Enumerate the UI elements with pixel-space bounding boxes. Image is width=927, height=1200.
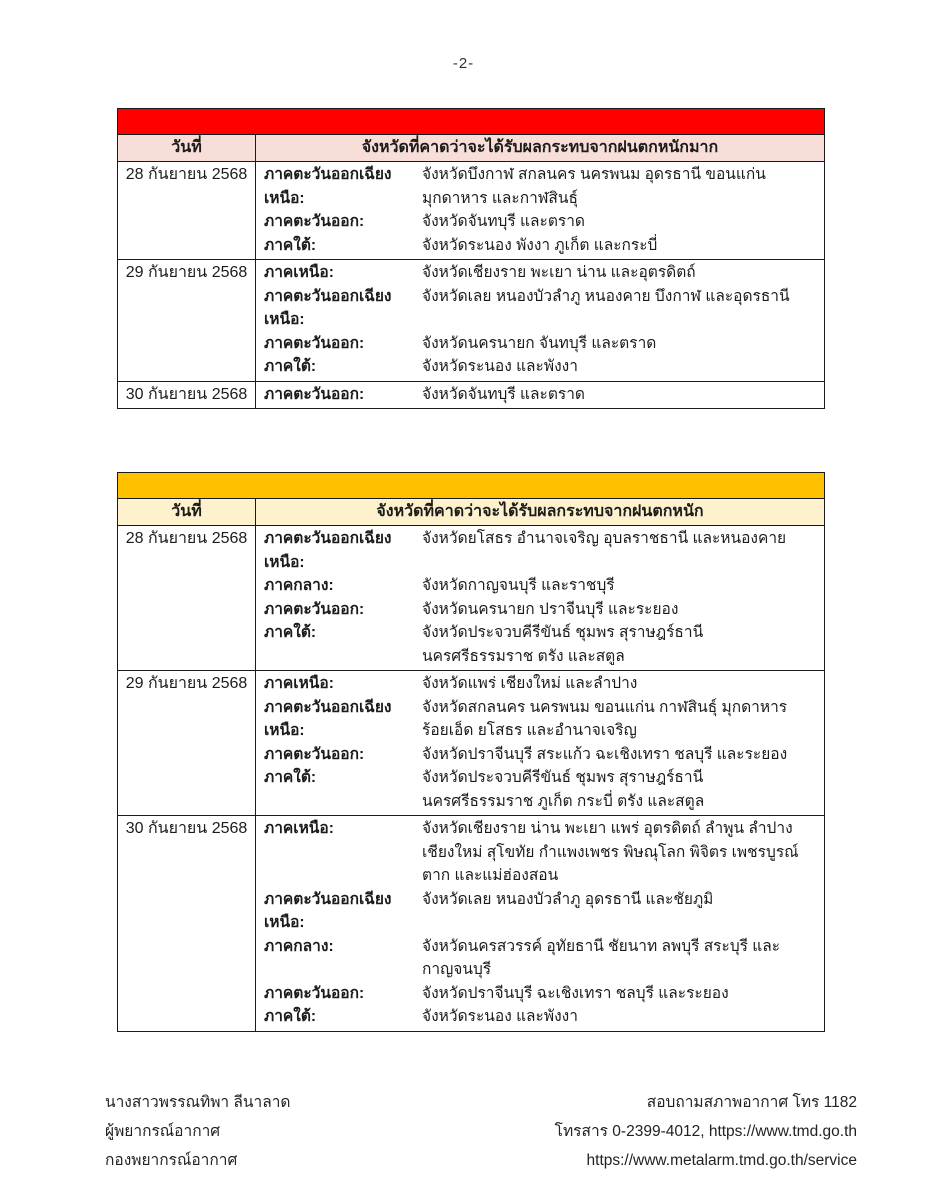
region-line bbox=[264, 598, 818, 622]
region-provinces: จังหวัดแพร่ เชียงใหม่ และลำปาง bbox=[422, 675, 638, 692]
table-row bbox=[118, 381, 824, 409]
table-header-row bbox=[118, 498, 824, 525]
region-label: ภาคตะวันออก: bbox=[264, 984, 365, 1002]
region-label: ภาคตะวันออกเฉียงเหนือ: bbox=[264, 890, 392, 931]
region-label: ภาคเหนือ: bbox=[264, 820, 334, 837]
region-label: ภาคใต้: bbox=[264, 358, 317, 375]
tables-container bbox=[117, 108, 825, 1032]
region-label: ภาคตะวันออก: bbox=[264, 334, 365, 352]
region-line bbox=[264, 672, 818, 696]
region-line bbox=[264, 574, 818, 598]
region-line bbox=[264, 743, 818, 767]
region-label: ภาคตะวันออกเฉียงเหนือ: bbox=[264, 166, 392, 207]
region-provinces: จังหวัดยโสธร อำนาจเจริญ อุบลราชธานี และหนองคาย bbox=[422, 530, 787, 547]
region-provinces: จังหวัดนครนายก จันทบุรี และตราด bbox=[422, 334, 657, 352]
contact-service-url-line: https://www.metalarm.tmd.go.th/service bbox=[586, 1152, 857, 1169]
region-provinces: จังหวัดประจวบคีรีขันธ์ ชุมพร สุราษฎร์ธานี นครศรีธรรมราช ตรัง และสตูล bbox=[422, 624, 704, 665]
region-provinces: จังหวัดนครสวรรค์ อุทัยธานี ชัยนาท ลพบุรี สระบุรี และกาญจนบุรี bbox=[422, 937, 781, 978]
contact-phone-line: สอบถามสภาพอากาศ โทร 1182 bbox=[646, 1094, 857, 1111]
region-label: ภาคใต้: bbox=[264, 624, 317, 641]
date-column-header: วันที่ bbox=[118, 135, 256, 161]
impact-cell bbox=[256, 382, 824, 409]
impact-cell bbox=[256, 526, 824, 670]
rain-impact-table bbox=[117, 472, 825, 1032]
region-provinces: จังหวัดเลย หนองบัวลำภู หนองคาย บึงกาฬ และอุดรธานี bbox=[422, 287, 790, 305]
table-row bbox=[118, 670, 824, 815]
region-line bbox=[264, 234, 818, 258]
region-label: ภาคตะวันออกเฉียงเหนือ: bbox=[264, 698, 392, 739]
region-label: ภาคเหนือ: bbox=[264, 675, 334, 692]
date-cell: 29 กันยายน 2568 bbox=[118, 671, 256, 815]
impact-cell bbox=[256, 162, 824, 259]
date-cell: 28 กันยายน 2568 bbox=[118, 526, 256, 670]
region-line bbox=[264, 261, 818, 285]
region-provinces: จังหวัดบึงกาฬ สกลนคร นครพนม อุดรธานี ขอนแก่น มุกดาหาร และกาฬสินธุ์ bbox=[422, 166, 766, 207]
table-row bbox=[118, 259, 824, 381]
impact-cell bbox=[256, 260, 824, 381]
region-line bbox=[264, 888, 818, 935]
region-line bbox=[264, 285, 818, 332]
region-line bbox=[264, 766, 818, 813]
region-line bbox=[264, 383, 818, 407]
footer-contact-block bbox=[555, 1088, 857, 1175]
forecaster-title: ผู้พยากรณ์อากาศ bbox=[105, 1123, 221, 1140]
region-provinces: จังหวัดเชียงราย น่าน พะเยา แพร่ อุตรดิตถ์ ลำพูน ลำปาง เชียงใหม่ สุโขทัย กำแพงเพชร พิษณุโลก พิจิตร เพชรบูรณ์ ตาก และแม่ฮ่องสอน bbox=[422, 820, 799, 884]
region-line bbox=[264, 332, 818, 356]
footer-forecaster-block bbox=[105, 1088, 291, 1175]
region-label: ภาคตะวันออกเฉียงเหนือ: bbox=[264, 530, 392, 571]
region-provinces: จังหวัดนครนายก ปราจีนบุรี และระยอง bbox=[422, 600, 679, 618]
region-label: ภาคกลาง: bbox=[264, 577, 334, 594]
region-provinces: จังหวัดระนอง และพังงา bbox=[422, 358, 578, 375]
rain-impact-table bbox=[117, 108, 825, 409]
date-cell: 30 กันยายน 2568 bbox=[118, 382, 256, 409]
table-row bbox=[118, 525, 824, 670]
region-label: ภาคใต้: bbox=[264, 236, 317, 254]
forecaster-division: กองพยากรณ์อากาศ bbox=[105, 1152, 238, 1169]
region-label: ภาคใต้: bbox=[264, 769, 317, 786]
region-provinces: จังหวัดจันทบุรี และตราด bbox=[422, 385, 585, 403]
region-label: ภาคตะวันออก: bbox=[264, 213, 365, 230]
date-cell: 28 กันยายน 2568 bbox=[118, 162, 256, 259]
region-provinces: จังหวัดสกลนคร นครพนม ขอนแก่น กาฬสินธุ์ มุกดาหาร ร้อยเอ็ด ยโสธร และอำนาจเจริญ bbox=[422, 698, 788, 739]
region-provinces: จังหวัดเลย หนองบัวลำภู อุดรธานี และชัยภูมิ bbox=[422, 890, 714, 908]
region-provinces: จังหวัดจันทบุรี และตราด bbox=[422, 213, 585, 230]
region-provinces: จังหวัดปราจีนบุรี สระแก้ว ฉะเชิงเทรา ชลบุรี และระยอง bbox=[422, 745, 788, 763]
severity-color-banner bbox=[118, 473, 824, 498]
page-number: -2- bbox=[452, 55, 475, 72]
region-line bbox=[264, 1005, 818, 1029]
date-column-header: วันที่ bbox=[118, 499, 256, 525]
region-line bbox=[264, 527, 818, 574]
region-line bbox=[264, 935, 818, 982]
region-label: ภาคตะวันออกเฉียงเหนือ: bbox=[264, 287, 392, 328]
region-label: ภาคกลาง: bbox=[264, 937, 334, 955]
region-provinces: จังหวัดระนอง พังงา ภูเก็ต และกระบี่ bbox=[422, 236, 658, 254]
region-line bbox=[264, 817, 818, 888]
impact-cell bbox=[256, 671, 824, 815]
region-line bbox=[264, 210, 818, 234]
date-cell: 29 กันยายน 2568 bbox=[118, 260, 256, 381]
region-label: ภาคตะวันออก: bbox=[264, 385, 365, 403]
region-provinces: จังหวัดปราจีนบุรี ฉะเชิงเทรา ชลบุรี และระยอง bbox=[422, 984, 729, 1002]
impact-cell bbox=[256, 816, 824, 1031]
table-row bbox=[118, 815, 824, 1031]
region-label: ภาคเหนือ: bbox=[264, 264, 334, 281]
footer bbox=[105, 1088, 857, 1175]
table-header-row bbox=[118, 134, 824, 161]
region-label: ภาคตะวันออก: bbox=[264, 600, 365, 618]
region-label: ภาคใต้: bbox=[264, 1008, 317, 1025]
date-cell: 30 กันยายน 2568 bbox=[118, 816, 256, 1031]
impact-column-header: จังหวัดที่คาดว่าจะได้รับผลกระทบจากฝนตกหนักมาก bbox=[361, 139, 719, 156]
region-provinces: จังหวัดเชียงราย พะเยา น่าน และอุตรดิตถ์ bbox=[422, 264, 696, 281]
region-line bbox=[264, 621, 818, 668]
region-line bbox=[264, 696, 818, 743]
forecaster-name: นางสาวพรรณทิพา ลีนาลาด bbox=[105, 1094, 291, 1111]
table-row bbox=[118, 161, 824, 259]
region-line bbox=[264, 163, 818, 210]
region-line bbox=[264, 982, 818, 1006]
region-provinces: จังหวัดกาญจนบุรี และราชบุรี bbox=[422, 577, 615, 594]
impact-column-header: จังหวัดที่คาดว่าจะได้รับผลกระทบจากฝนตกหนัก bbox=[376, 503, 704, 520]
severity-color-banner bbox=[118, 109, 824, 134]
region-provinces: จังหวัดระนอง และพังงา bbox=[422, 1008, 578, 1025]
region-label: ภาคตะวันออก: bbox=[264, 745, 365, 763]
region-line bbox=[264, 355, 818, 379]
region-provinces: จังหวัดประจวบคีรีขันธ์ ชุมพร สุราษฎร์ธานี นครศรีธรรมราช ภูเก็ต กระบี่ ตรัง และสตูล bbox=[422, 769, 705, 810]
contact-fax-website-line: โทรสาร 0-2399-4012, https://www.tmd.go.th bbox=[554, 1123, 857, 1140]
